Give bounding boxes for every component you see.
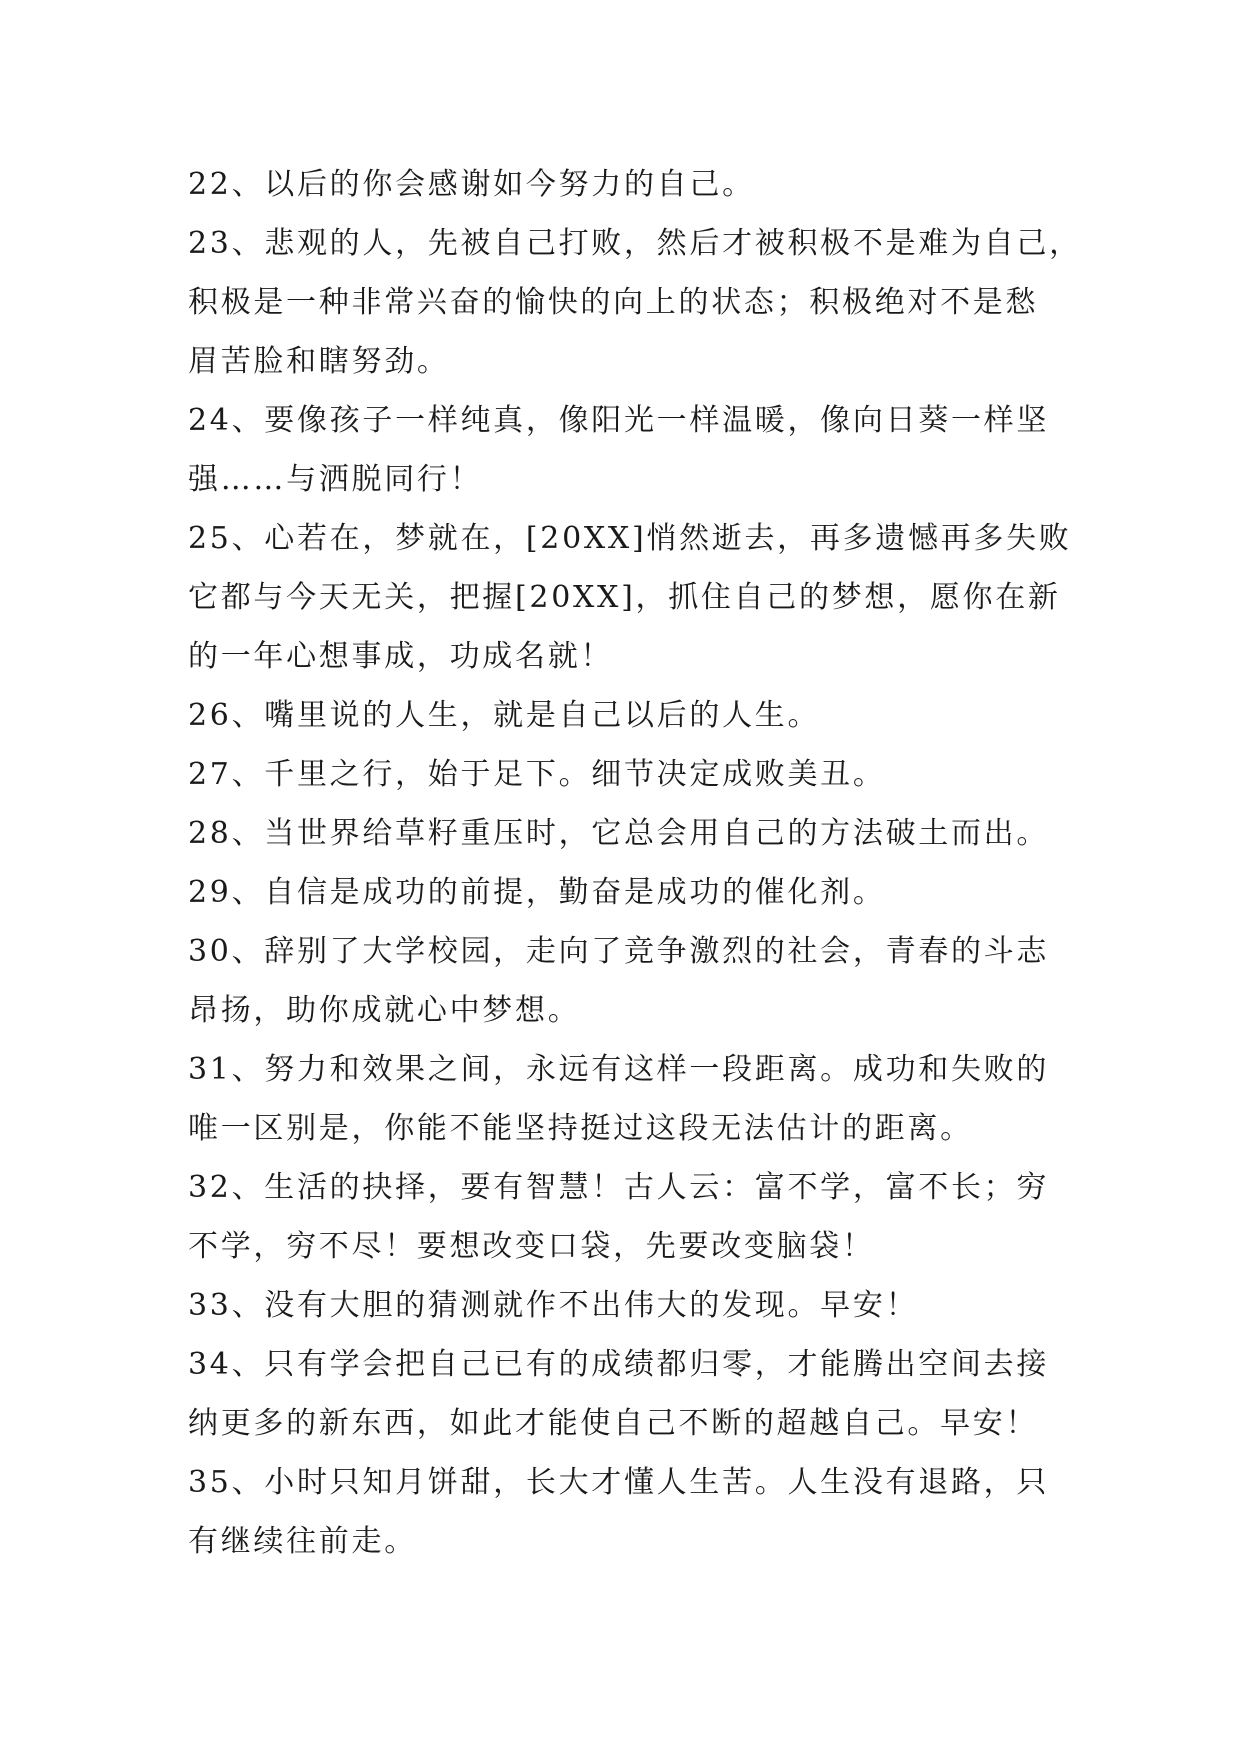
text-line: 23、悲观的人，先被自己打败，然后才被积极不是难为自己，: [188, 226, 1082, 261]
text-line: 不学，穷不尽！要想改变口袋，先要改变脑袋！: [188, 1229, 875, 1264]
text-line: 强……与洒脱同行！: [188, 462, 483, 497]
text-line: 眉苦脸和瞎努劲。: [188, 344, 450, 379]
text-line: 35、小时只知月饼甜，长大才懂人生苦。人生没有退路，只: [188, 1465, 1050, 1500]
text-line: 33、没有大胆的猜测就作不出伟大的发现。早安！: [188, 1288, 919, 1323]
text-line: 纳更多的新东西，如此才能使自己不断的超越自己。早安！: [188, 1406, 1039, 1441]
text-line: 29、自信是成功的前提，勤奋是成功的催化剂。: [188, 875, 886, 910]
text-line: 的一年心想事成，功成名就！: [188, 639, 614, 674]
text-line: 22、以后的你会感谢如今努力的自己。: [188, 167, 755, 202]
text-line: 32、生活的抉择，要有智慧！古人云：富不学，富不长；穷: [188, 1170, 1050, 1205]
text-line: 27、千里之行，始于足下。细节决定成败美丑。: [188, 757, 886, 792]
text-line: 唯一区别是，你能不能坚持挺过这段无法估计的距离。: [188, 1111, 973, 1146]
text-line: 25、心若在，梦就在，[20XX]悄然逝去，再多遗憾再多失败: [188, 521, 1072, 556]
document-body: [188, 155, 1088, 1571]
text-line: 24、要像孩子一样纯真，像阳光一样温暖，像向日葵一样坚: [188, 403, 1050, 438]
text-line: 有继续往前走。: [188, 1524, 417, 1559]
text-line: 34、只有学会把自己已有的成绩都归零，才能腾出空间去接: [188, 1347, 1050, 1382]
text-line: 26、嘴里说的人生，就是自己以后的人生。: [188, 698, 821, 733]
text-line: 30、辞别了大学校园，走向了竞争激烈的社会，青春的斗志: [188, 934, 1050, 969]
text-line: 31、努力和效果之间，永远有这样一段距离。成功和失败的: [188, 1052, 1050, 1087]
text-line: 28、当世界给草籽重压时，它总会用自己的方法破土而出。: [188, 816, 1050, 851]
text-line: 昂扬，助你成就心中梦想。: [188, 993, 581, 1028]
text-line: 积极是一种非常兴奋的愉快的向上的状态；积极绝对不是愁: [188, 285, 1039, 320]
text-line: 它都与今天无关，把握[20XX]，抓住自己的梦想，愿你在新: [188, 580, 1061, 615]
